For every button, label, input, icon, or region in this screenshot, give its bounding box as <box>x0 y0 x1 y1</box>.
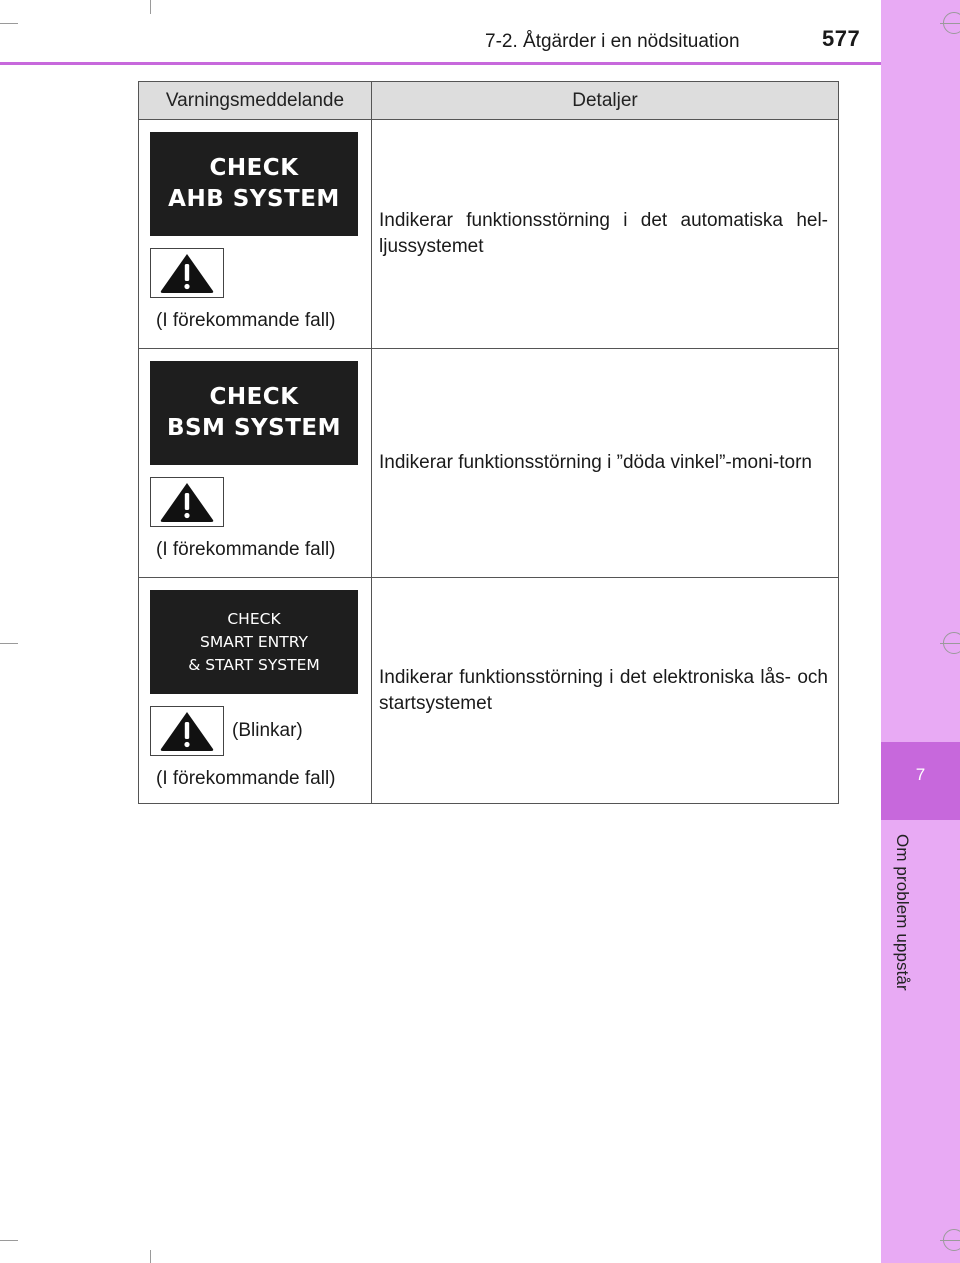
crop-mark <box>150 0 151 14</box>
details-text: Indikerar funktionsstörning i ”döda vinkel”-moni-torn <box>379 452 812 473</box>
warning-display <box>150 361 358 465</box>
crop-mark <box>0 1240 18 1241</box>
crop-mark <box>0 643 18 644</box>
header-rule <box>0 62 881 65</box>
message-cell <box>139 578 372 804</box>
warning-triangle-icon <box>150 706 224 756</box>
table-header-row <box>139 82 839 120</box>
details-text: Indikerar funktionsstörning i det elektroniska lås- och startsystemet <box>379 666 828 714</box>
chapter-sidebar <box>881 0 960 1263</box>
display-line: CHECK <box>227 609 281 628</box>
crop-mark <box>940 1240 960 1241</box>
display-line: BSM SYSTEM <box>166 415 342 441</box>
warning-icon-row <box>150 248 371 298</box>
warning-display <box>150 590 358 694</box>
warning-icon-row <box>150 706 371 756</box>
details-cell <box>372 578 839 804</box>
page-number: 577 <box>822 26 861 51</box>
chapter-title: Om problem uppstår <box>893 834 912 991</box>
details-text: Indikerar funktionsstörning i det automatiska hel-ljussystemet <box>379 210 828 257</box>
chapter-number: 7 <box>915 765 926 784</box>
column-header-details: Detaljer <box>372 82 839 120</box>
display-line: SMART ENTRY <box>200 632 308 651</box>
case-note: (I förekommande fall) <box>156 768 336 789</box>
crop-mark <box>940 643 960 644</box>
case-note: (I förekommande fall) <box>156 310 336 331</box>
table-row <box>139 349 839 578</box>
crop-mark <box>150 1250 151 1263</box>
message-cell <box>139 349 372 578</box>
column-header-message: Varningsmeddelande <box>139 82 372 120</box>
display-line: CHECK <box>209 384 299 410</box>
table-row <box>139 578 839 804</box>
details-cell <box>372 120 839 349</box>
section-title: 7-2. Åtgärder i en nödsituation <box>485 31 740 52</box>
blink-note: (Blinkar) <box>232 720 303 741</box>
warning-triangle-icon <box>150 477 224 527</box>
details-cell <box>372 349 839 578</box>
display-line: CHECK <box>209 155 299 181</box>
warning-icon-row <box>150 477 371 527</box>
display-line: AHB SYSTEM <box>168 186 340 212</box>
crop-mark <box>0 23 18 24</box>
case-note: (I förekommande fall) <box>156 539 336 560</box>
warning-display <box>150 132 358 236</box>
warning-message-table <box>138 81 839 804</box>
display-line: & START SYSTEM <box>188 655 320 674</box>
table-row <box>139 120 839 349</box>
message-cell <box>139 120 372 349</box>
warning-triangle-icon <box>150 248 224 298</box>
crop-mark <box>940 23 960 24</box>
